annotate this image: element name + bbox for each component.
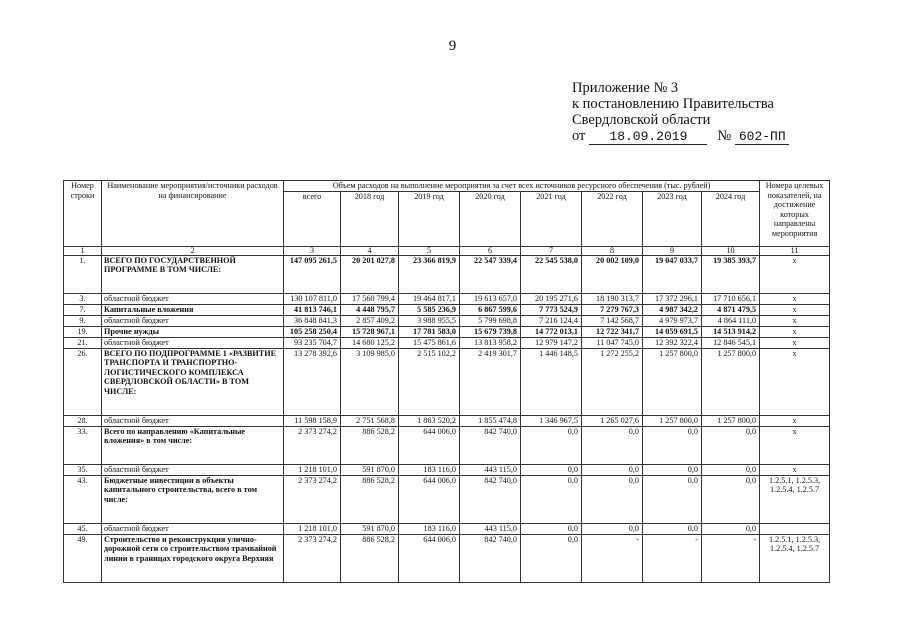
row-name: Бюджетные инвестиции в объекты капитального строительства, всего в том числе:	[102, 475, 284, 523]
table-row	[64, 315, 830, 326]
value-cell: 2 515 102,2	[399, 348, 460, 415]
value-cell: 2 751 568,8	[341, 415, 399, 426]
target-indicators: 1.2.5.1, 1.2.5.3, 1.2.5.4, 1.2.5.7	[760, 475, 830, 523]
value-cell: 6 867 599,6	[460, 304, 521, 315]
value-cell: 0,0	[521, 534, 582, 582]
col-header-year: 2023 год	[643, 191, 702, 246]
value-cell: 93 235 704,7	[284, 337, 341, 348]
value-cell: 842 740,0	[460, 475, 521, 523]
value-cell: 0,0	[643, 426, 702, 464]
value-cell: 644 006,0	[399, 475, 460, 523]
table-row	[64, 304, 830, 315]
value-cell: 17 372 296,1	[643, 293, 702, 304]
row-number: 9.	[64, 315, 102, 326]
row-name: областной бюджет	[102, 337, 284, 348]
value-cell: 147 095 261,5	[284, 255, 341, 293]
value-cell: 1 855 474,8	[460, 415, 521, 426]
value-cell: 0,0	[582, 523, 643, 534]
value-cell: 644 006,0	[399, 534, 460, 582]
value-cell: 183 116,0	[399, 523, 460, 534]
table-row	[64, 348, 830, 415]
value-cell: 15 679 739,8	[460, 326, 521, 337]
row-number: 45.	[64, 523, 102, 534]
target-indicators: x	[760, 415, 830, 426]
value-cell: 183 116,0	[399, 464, 460, 475]
column-index: 1	[64, 246, 102, 255]
decree-date: 18.09.2019	[589, 130, 707, 145]
value-cell: 2 857 409,2	[341, 315, 399, 326]
value-cell: 886 528,2	[341, 426, 399, 464]
value-cell: 0,0	[521, 475, 582, 523]
value-cell: 7 279 767,3	[582, 304, 643, 315]
value-cell: 0,0	[702, 475, 760, 523]
value-cell: 0,0	[702, 426, 760, 464]
value-cell: 22 545 538,0	[521, 255, 582, 293]
value-cell: 130 107 811,0	[284, 293, 341, 304]
value-cell: 1 257 800,0	[702, 348, 760, 415]
value-cell: 7 216 124,4	[521, 315, 582, 326]
value-cell: 886 528,2	[341, 475, 399, 523]
value-cell: 2 373 274,2	[284, 426, 341, 464]
value-cell: 36 848 841,3	[284, 315, 341, 326]
column-index: 11	[760, 246, 830, 255]
row-name: областной бюджет	[102, 523, 284, 534]
value-cell: 14 680 125,2	[341, 337, 399, 348]
value-cell: 0,0	[702, 464, 760, 475]
table-row	[64, 464, 830, 475]
col-header-year: 2018 год	[341, 191, 399, 246]
value-cell: 1 257 800,0	[643, 348, 702, 415]
value-cell: -	[702, 534, 760, 582]
value-cell: 1 257 800,0	[702, 415, 760, 426]
target-indicators: x	[760, 293, 830, 304]
row-name: областной бюджет	[102, 293, 284, 304]
column-index: 5	[399, 246, 460, 255]
target-indicators: x	[760, 348, 830, 415]
col-header-year: всего	[284, 191, 341, 246]
column-index: 6	[460, 246, 521, 255]
value-cell: 14 059 691,5	[643, 326, 702, 337]
value-cell: 4 987 342,2	[643, 304, 702, 315]
value-cell: 5 585 236,9	[399, 304, 460, 315]
value-cell: 842 740,0	[460, 426, 521, 464]
value-cell: 4 871 479,5	[702, 304, 760, 315]
value-cell: 7 142 568,7	[582, 315, 643, 326]
appendix-line-2: к постановлению Правительства	[572, 96, 774, 112]
table-row	[64, 255, 830, 293]
row-number: 7.	[64, 304, 102, 315]
col-header-volume: Объем расходов на выполнение мероприятия за счет всех источников ресурсного обеспечения (тыс. рублей)	[284, 181, 760, 192]
row-name: областной бюджет	[102, 415, 284, 426]
appendix-title: Приложение № 3	[572, 80, 679, 96]
value-cell: 19 613 657,0	[460, 293, 521, 304]
value-cell: 13 813 958,2	[460, 337, 521, 348]
value-cell: 1 346 967,5	[521, 415, 582, 426]
value-cell: 1 863 520,2	[399, 415, 460, 426]
row-number: 49.	[64, 534, 102, 582]
row-name: ВСЕГО ПО ГОСУДАРСТВЕННОЙ ПРОГРАММЕ В ТОМ ЧИСЛЕ:	[102, 255, 284, 293]
value-cell: 17 781 583,0	[399, 326, 460, 337]
value-cell: 1 265 027,6	[582, 415, 643, 426]
table-row	[64, 337, 830, 348]
value-cell: 23 366 819,9	[399, 255, 460, 293]
value-cell: 12 846 545,1	[702, 337, 760, 348]
value-cell: -	[643, 534, 702, 582]
value-cell: 0,0	[702, 523, 760, 534]
value-cell: 18 190 313,7	[582, 293, 643, 304]
value-cell: 19 047 033,7	[643, 255, 702, 293]
column-index: 7	[521, 246, 582, 255]
appendix-block	[572, 80, 789, 145]
column-index: 3	[284, 246, 341, 255]
col-header-row-number: Номер строки	[64, 181, 102, 247]
row-name: ВСЕГО ПО ПОДПРОГРАММЕ 1 «РАЗВИТИЕ ТРАНСПОРТА И ТРАНСПОРТНО-ЛОГИСТИЧЕСКОГО КОМПЛЕКСА СВЕРДЛОВСКОЙ ОБЛАСТИ» В ТОМ ЧИСЛЕ:	[102, 348, 284, 415]
value-cell: 591 870,0	[341, 523, 399, 534]
row-number: 3.	[64, 293, 102, 304]
value-cell: 0,0	[582, 475, 643, 523]
value-cell: 443 115,0	[460, 464, 521, 475]
column-index: 9	[643, 246, 702, 255]
value-cell: 12 722 341,7	[582, 326, 643, 337]
target-indicators: 1.2.5.1, 1.2.5.3, 1.2.5.4, 1.2.5.7	[760, 534, 830, 582]
value-cell: 2 373 274,2	[284, 534, 341, 582]
value-cell: 12 392 322,4	[643, 337, 702, 348]
value-cell: 20 195 271,6	[521, 293, 582, 304]
value-cell: 20 201 027,8	[341, 255, 399, 293]
value-cell: 105 258 250,4	[284, 326, 341, 337]
value-cell: 591 870,0	[341, 464, 399, 475]
value-cell: 4 979 973,7	[643, 315, 702, 326]
column-index: 10	[702, 246, 760, 255]
value-cell: 0,0	[582, 426, 643, 464]
row-number: 35.	[64, 464, 102, 475]
col-header-year: 2021 год	[521, 191, 582, 246]
value-cell: 12 979 147,2	[521, 337, 582, 348]
row-name: Капитальные вложения	[102, 304, 284, 315]
date-prefix: от	[572, 128, 586, 144]
row-name: областной бюджет	[102, 315, 284, 326]
target-indicators: x	[760, 315, 830, 326]
column-index-row	[64, 246, 830, 255]
value-cell: 842 740,0	[460, 534, 521, 582]
value-cell: 17 710 656,1	[702, 293, 760, 304]
col-header-year: 2019 год	[399, 191, 460, 246]
value-cell: 886 528,2	[341, 534, 399, 582]
column-index: 4	[341, 246, 399, 255]
row-number: 19.	[64, 326, 102, 337]
value-cell: 1 257 800,0	[643, 415, 702, 426]
value-cell: 3 988 955,5	[399, 315, 460, 326]
table-row	[64, 326, 830, 337]
value-cell: -	[582, 534, 643, 582]
number-prefix: №	[717, 128, 732, 144]
value-cell: 19 385 393,7	[702, 255, 760, 293]
decree-number: 602-ПП	[735, 130, 789, 145]
target-indicators	[760, 523, 830, 534]
row-name: областной бюджет	[102, 464, 284, 475]
value-cell: 19 464 817,1	[399, 293, 460, 304]
col-header-targets: Номера целевых показателей, на достижение которых направлены мероприятия	[760, 181, 830, 247]
target-indicators: x	[760, 337, 830, 348]
col-header-name: Наименование мероприятия/источники расходов на финансирование	[102, 181, 284, 247]
value-cell: 2 419 301,7	[460, 348, 521, 415]
value-cell: 1 272 255,2	[582, 348, 643, 415]
target-indicators: x	[760, 326, 830, 337]
row-number: 43.	[64, 475, 102, 523]
value-cell: 15 475 861,6	[399, 337, 460, 348]
appendix-line-3: Свердловской области	[572, 112, 711, 128]
value-cell: 0,0	[521, 464, 582, 475]
value-cell: 11 598 158,9	[284, 415, 341, 426]
value-cell: 17 560 799,4	[341, 293, 399, 304]
value-cell: 0,0	[582, 464, 643, 475]
value-cell: 14 513 914,2	[702, 326, 760, 337]
row-number: 33.	[64, 426, 102, 464]
table-row	[64, 293, 830, 304]
value-cell: 11 047 745,0	[582, 337, 643, 348]
target-indicators: x	[760, 426, 830, 464]
table-row	[64, 475, 830, 523]
row-name: Строительство и реконструкция улично-дорожной сети со строительством трамвайной линии в границах городского округа Верхняя	[102, 534, 284, 582]
table-row	[64, 415, 830, 426]
page-number: 9	[448, 38, 457, 54]
value-cell: 4 448 795,7	[341, 304, 399, 315]
value-cell: 0,0	[643, 464, 702, 475]
value-cell: 7 773 524,9	[521, 304, 582, 315]
column-index: 2	[102, 246, 284, 255]
row-number: 21.	[64, 337, 102, 348]
row-name: Прочие нужды	[102, 326, 284, 337]
value-cell: 1 218 101,0	[284, 523, 341, 534]
value-cell: 13 278 392,6	[284, 348, 341, 415]
value-cell: 0,0	[643, 523, 702, 534]
col-header-year: 2024 год	[702, 191, 760, 246]
col-header-year: 2022 год	[582, 191, 643, 246]
value-cell: 0,0	[521, 523, 582, 534]
value-cell: 4 864 111,0	[702, 315, 760, 326]
row-number: 1.	[64, 255, 102, 293]
value-cell: 15 728 967,1	[341, 326, 399, 337]
header-row-1	[64, 181, 830, 192]
target-indicators: x	[760, 304, 830, 315]
value-cell: 41 813 746,1	[284, 304, 341, 315]
value-cell: 1 446 148,5	[521, 348, 582, 415]
value-cell: 644 006,0	[399, 426, 460, 464]
value-cell: 20 002 109,0	[582, 255, 643, 293]
value-cell: 443 115,0	[460, 523, 521, 534]
value-cell: 22 547 339,4	[460, 255, 521, 293]
appendix-date-row	[572, 128, 789, 145]
target-indicators: x	[760, 464, 830, 475]
column-index: 8	[582, 246, 643, 255]
col-header-year: 2020 год	[460, 191, 521, 246]
row-name: Всего по направлению «Капитальные вложения» в том числе:	[102, 426, 284, 464]
row-number: 26.	[64, 348, 102, 415]
value-cell: 5 799 698,8	[460, 315, 521, 326]
value-cell: 0,0	[521, 426, 582, 464]
value-cell: 14 772 013,1	[521, 326, 582, 337]
value-cell: 1 218 101,0	[284, 464, 341, 475]
value-cell: 2 373 274,2	[284, 475, 341, 523]
table-row	[64, 534, 830, 582]
table-row	[64, 426, 830, 464]
funding-table	[63, 180, 830, 583]
value-cell: 0,0	[643, 475, 702, 523]
value-cell: 3 109 985,0	[341, 348, 399, 415]
target-indicators: x	[760, 255, 830, 293]
table-row	[64, 523, 830, 534]
row-number: 28.	[64, 415, 102, 426]
